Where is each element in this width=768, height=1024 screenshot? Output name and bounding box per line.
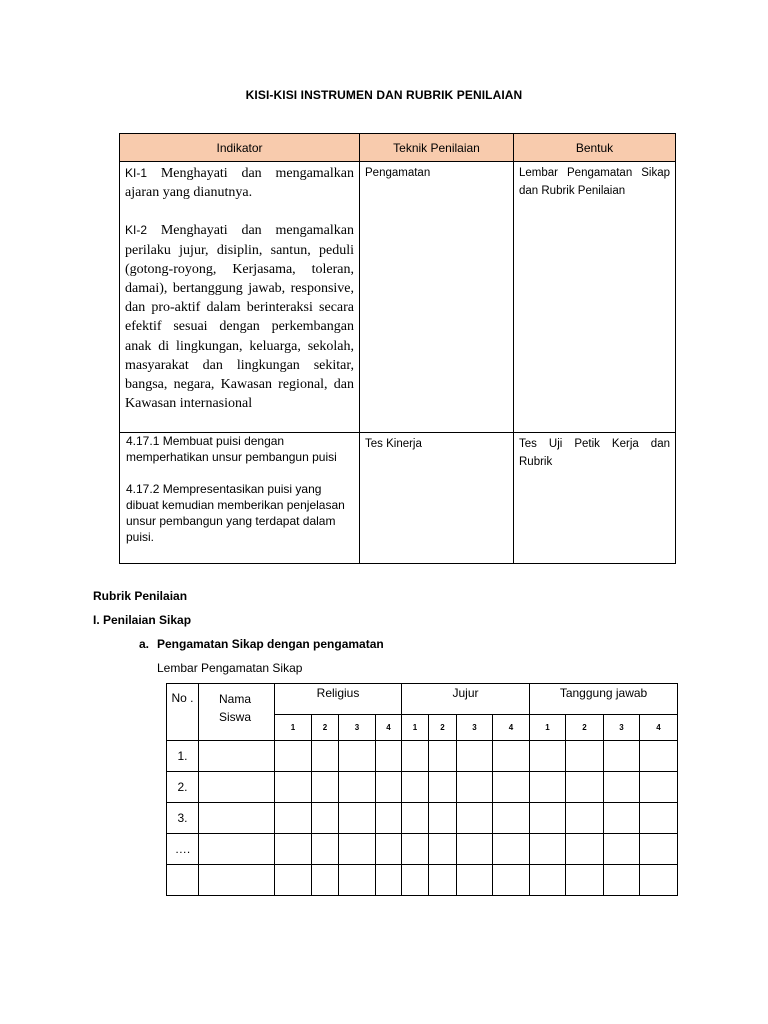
score-cell[interactable]	[493, 834, 530, 865]
obs-header-row	[167, 684, 678, 715]
score-cell[interactable]	[402, 741, 429, 772]
score-cell[interactable]	[566, 772, 604, 803]
header-jujur: Jujur	[402, 684, 530, 715]
student-name-cell[interactable]	[199, 834, 275, 865]
row-number: 3.	[167, 803, 199, 834]
score-tanggung-jawab-2: 2	[566, 715, 604, 741]
score-cell[interactable]	[640, 834, 678, 865]
score-cell[interactable]	[457, 865, 493, 896]
kisi-kisi-table	[119, 133, 676, 564]
score-jujur-1: 1	[402, 715, 429, 741]
ki1-label: KI-1	[125, 166, 148, 180]
bentuk-tes-uji-petik: Tes Uji Petik Kerja dan Rubrik	[514, 433, 676, 564]
score-cell[interactable]	[402, 772, 429, 803]
score-cell[interactable]	[566, 865, 604, 896]
row-number: ….	[167, 834, 199, 865]
score-cell[interactable]	[640, 803, 678, 834]
score-religius-1: 1	[275, 715, 312, 741]
score-cell[interactable]	[339, 772, 376, 803]
ki2-text: Menghayati dan mengamalkan perilaku jujur, disiplin, santun, peduli (gotong-royong, Kerjasama, toleran, damai), bertanggung jawab, responsive, dan pro-aktif dalam berinteraksi secara efektif sesuai dengan perkembangan anak di lingkungan, keluarga, sekolah, masyarakat dan lingkungan sekitar, bangsa, negara, Kawasan regional, dan Kawasan internasional	[125, 223, 355, 412]
score-cell[interactable]	[530, 834, 566, 865]
table-row	[167, 865, 678, 896]
score-cell[interactable]	[339, 741, 376, 772]
score-cell[interactable]	[493, 865, 530, 896]
score-jujur-2: 2	[429, 715, 457, 741]
score-cell[interactable]	[275, 803, 312, 834]
score-cell[interactable]	[275, 741, 312, 772]
student-name-cell[interactable]	[199, 865, 275, 896]
score-cell[interactable]	[493, 741, 530, 772]
score-cell[interactable]	[339, 834, 376, 865]
row-number	[167, 865, 199, 896]
score-cell[interactable]	[312, 803, 339, 834]
score-religius-3: 3	[339, 715, 376, 741]
obs-table-body	[167, 741, 678, 896]
competency-4-17-2: 4.17.2 Mempresentasikan puisi yang dibuat kemudian memberikan penjelasan unsur pembangun yang terdapat dalam puisi.	[126, 482, 345, 544]
score-cell[interactable]	[604, 803, 640, 834]
table-row	[167, 772, 678, 803]
document-title: KISI-KISI INSTRUMEN DAN RUBRIK PENILAIAN	[245, 88, 523, 102]
score-cell[interactable]	[312, 865, 339, 896]
score-cell[interactable]	[275, 865, 312, 896]
score-cell[interactable]	[402, 834, 429, 865]
header-indikator: Indikator	[120, 134, 360, 162]
score-cell[interactable]	[376, 741, 402, 772]
observation-table	[166, 683, 678, 896]
score-cell[interactable]	[429, 834, 457, 865]
score-cell[interactable]	[604, 865, 640, 896]
header-teknik-penilaian: Teknik Penilaian	[360, 134, 514, 162]
score-cell[interactable]	[640, 865, 678, 896]
score-cell[interactable]	[640, 741, 678, 772]
score-cell[interactable]	[530, 772, 566, 803]
table-row	[167, 834, 678, 865]
table-row	[167, 741, 678, 772]
score-cell[interactable]	[275, 772, 312, 803]
score-cell[interactable]	[402, 865, 429, 896]
kisi-table-header-row	[120, 134, 676, 162]
score-cell[interactable]	[457, 803, 493, 834]
student-name-cell[interactable]	[199, 741, 275, 772]
row-number: 1.	[167, 741, 199, 772]
score-cell[interactable]	[275, 834, 312, 865]
score-cell[interactable]	[530, 741, 566, 772]
score-cell[interactable]	[429, 803, 457, 834]
score-cell[interactable]	[640, 772, 678, 803]
score-cell[interactable]	[312, 772, 339, 803]
ki2-label: KI-2	[125, 223, 148, 238]
score-cell[interactable]	[493, 772, 530, 803]
table-row	[120, 433, 676, 564]
header-no: No .	[167, 684, 199, 741]
score-cell[interactable]	[457, 741, 493, 772]
score-cell[interactable]	[530, 865, 566, 896]
score-cell[interactable]	[429, 865, 457, 896]
header-nama-siswa: Nama Siswa	[199, 684, 275, 741]
student-name-cell[interactable]	[199, 803, 275, 834]
score-cell[interactable]	[457, 834, 493, 865]
ki1-text: Menghayati dan mengamalkan ajaran yang dianutnya.	[125, 166, 355, 201]
header-religius: Religius	[275, 684, 402, 715]
ki1-paragraph	[125, 164, 354, 202]
header-bentuk: Bentuk	[514, 134, 676, 162]
heading-lembar-pengamatan: Lembar Pengamatan Sikap	[157, 661, 303, 675]
ki2-paragraph	[125, 221, 354, 413]
header-tanggung-jawab: Tanggung jawab	[530, 684, 678, 715]
heading-rubrik-penilaian: Rubrik Penilaian	[93, 589, 188, 603]
score-tanggung-jawab-1: 1	[530, 715, 566, 741]
score-cell[interactable]	[566, 803, 604, 834]
score-cell[interactable]	[530, 803, 566, 834]
score-religius-4: 4	[376, 715, 402, 741]
sub-heading-marker: a.	[139, 637, 150, 651]
heading-pengamatan-sikap: Pengamatan Sikap dengan pengamatan	[157, 637, 384, 651]
score-cell[interactable]	[402, 803, 429, 834]
teknik-pengamatan: Pengamatan	[360, 162, 514, 433]
score-tanggung-jawab-3: 3	[604, 715, 640, 741]
teknik-tes-kinerja: Tes Kinerja	[360, 433, 514, 564]
score-cell[interactable]	[376, 772, 402, 803]
score-cell[interactable]	[604, 834, 640, 865]
score-cell[interactable]	[339, 803, 376, 834]
score-jujur-4: 4	[493, 715, 530, 741]
score-cell[interactable]	[312, 834, 339, 865]
score-religius-2: 2	[312, 715, 339, 741]
score-cell[interactable]	[604, 741, 640, 772]
score-cell[interactable]	[376, 834, 402, 865]
score-cell[interactable]	[376, 803, 402, 834]
bentuk-lembar-pengamatan: Lembar Pengamatan Sikap dan Rubrik Penilaian	[514, 162, 676, 433]
competency-4-17-1: 4.17.1 Membuat puisi dengan memperhatikan unsur pembangun puisi	[126, 434, 337, 464]
score-tanggung-jawab-4: 4	[640, 715, 678, 741]
score-cell[interactable]	[604, 772, 640, 803]
heading-penilaian-sikap: I. Penilaian Sikap	[93, 613, 192, 627]
table-row	[167, 803, 678, 834]
score-cell[interactable]	[566, 834, 604, 865]
score-cell[interactable]	[339, 865, 376, 896]
score-cell[interactable]	[429, 741, 457, 772]
score-cell[interactable]	[312, 741, 339, 772]
indikator-cell	[120, 162, 360, 433]
indikator-cell	[120, 433, 360, 564]
score-cell[interactable]	[376, 865, 402, 896]
row-number: 2.	[167, 772, 199, 803]
table-row	[120, 162, 676, 433]
student-name-cell[interactable]	[199, 772, 275, 803]
score-cell[interactable]	[429, 772, 457, 803]
score-jujur-3: 3	[457, 715, 493, 741]
score-cell[interactable]	[457, 772, 493, 803]
score-cell[interactable]	[493, 803, 530, 834]
score-cell[interactable]	[566, 741, 604, 772]
